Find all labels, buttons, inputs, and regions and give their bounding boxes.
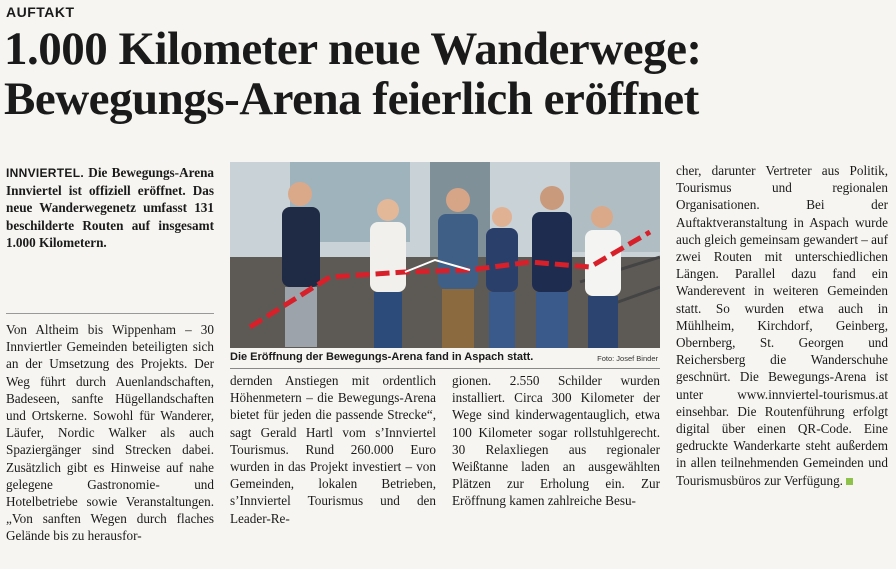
body-column-3: gionen. 2.550 Schilder wurden installiert. Circa 300 Kilometer der Wege sind kinderwagentauglich, etwa 100 Kilometer sogar rollstuhlgerecht. 30 Relaxliegen aus regionaler Weißtanne laden an ausgewählten Plätzen zur Erholung ein. Zur Eröffnung kamen zahlreiche Besu-: [452, 373, 660, 509]
headline-line-2: Bewegungs-Arena feierlich eröffnet: [4, 73, 699, 125]
photo-credit: Foto: Josef Binder: [597, 354, 658, 363]
body-column-2: dernden Anstiegen mit ordentlich Höhenmetern – die Bewegungs-Arena bietet für jeden die passende Strecke“, sagt Gerald Hartl vom s’Innviertel Tourismus. Rund 260.000 Euro wurden in das Projekt investiert – von Gemeinden, lokalen Betrieben, s’Innviertel Tourismus und den Leader-Re-: [230, 373, 436, 526]
dateline: INNVIERTEL.: [6, 166, 84, 180]
body-column-1: Von Altheim bis Wippenham – 30 Innviertler Gemeinden beteiligten sich an der Umsetzung des Projekts. Der Weg führt durch Auenlandschaften, Badeseen, sanfte Hügellandschaften und Ortskerne. Sowohl für Wanderer, Läufer, Nordic Walker als auch Spaziergänger sind Strecken dabei. Zusätzlich gibt es Hinweise auf nahe gelegene Gastronomie- und Hotelbetriebe sowie Veranstaltungen. „Von sanften Wegen durch flaches Gelände bis zu herausfor-: [6, 322, 214, 544]
lead-text: Die Bewegungs-Arena Innviertel ist offiziell eröffnet. Das neue Wanderwegenetz umfasst 131 beschilderte Routen auf insgesamt 1.000 Kilometern.: [6, 165, 214, 250]
article-photo: [230, 162, 660, 348]
photo-caption: Die Eröffnung der Bewegungs-Arena fand in Aspach statt.: [230, 351, 534, 363]
ribbon-cutting-illustration: [230, 162, 660, 348]
body-column-4: cher, darunter Vertreter aus Politik, Tourismus und regionalen Organisationen. Bei der Auftaktveranstaltung in Aspach wurde auch gleich gemeinsam gewandert – auf zwei Routen mit unterschiedlichen Längen. Parallel dazu fand ein Wanderevent in weiteren Gemeinden statt. So wurden etwa auch in Mühlheim, Kirchdorf, Geinberg, Obernberg, St. Georgen und Reichersberg die Wanderschuhe geschnürt. Die Bewegungs-Arena ist unter www.innviertel-tourismus.at einsehbar. Die Routenführung erfolgt digital über einen QR-Code. Eine gedruckte Wanderkarte steht außerdem in allen teilnehmenden Gemeinden und Tourismusbüros zur Verfügung.: [676, 163, 889, 488]
photo-caption-row: [230, 350, 660, 369]
lead-divider: [6, 313, 214, 314]
headline-line-1: 1.000 Kilometer neue Wanderwege:: [4, 23, 702, 75]
kicker: AUFTAKT: [6, 4, 75, 20]
lead-paragraph: [6, 164, 214, 251]
article-end-mark: [846, 478, 853, 485]
headline: [4, 24, 892, 124]
